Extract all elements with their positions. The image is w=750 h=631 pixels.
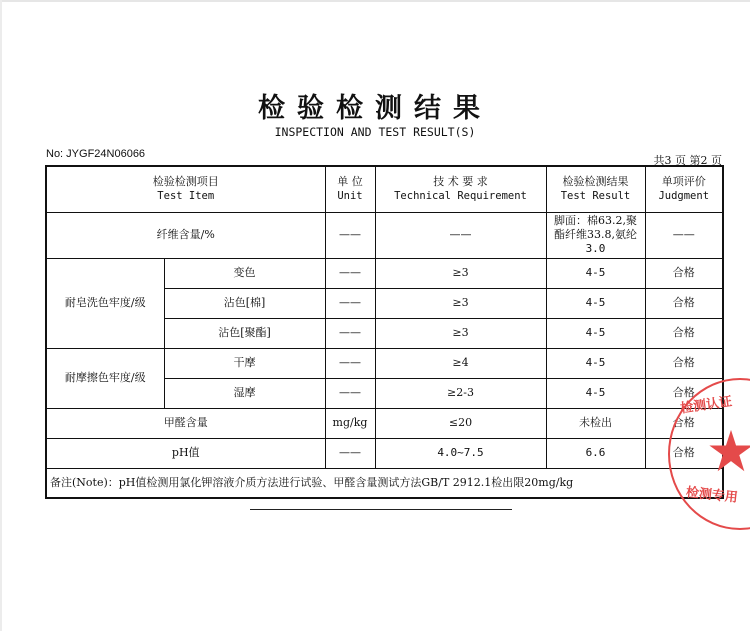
sub-item: 变色 xyxy=(164,258,325,288)
fiber-result xyxy=(546,212,645,258)
judgment-cell: 合格 xyxy=(645,288,723,318)
header-test-item xyxy=(46,166,325,212)
table-row xyxy=(46,258,723,288)
table-row xyxy=(46,408,723,438)
ph-result: 6.6 xyxy=(546,438,645,468)
formaldehyde-judgment: 合格 xyxy=(645,408,723,438)
fiber-result-line: 酯纤维33.8,氨纶 xyxy=(554,228,637,241)
result-cell: 4-5 xyxy=(546,348,645,378)
header-row xyxy=(46,166,723,212)
result-cell: 4-5 xyxy=(546,258,645,288)
inspection-seal-stamp xyxy=(668,378,750,530)
report-title: 检验检测结果 xyxy=(258,93,492,124)
formaldehyde-item: 甲醛含量 xyxy=(46,408,325,438)
fiber-result-line: 3.0 xyxy=(585,242,606,255)
report-subtitle: INSPECTION AND TEST RESULT(S) xyxy=(274,125,476,139)
header-judgment xyxy=(645,166,723,212)
judgment-cell: 合格 xyxy=(645,258,723,288)
requirement-cell: ≥3 xyxy=(375,258,546,288)
ph-requirement: 4.0~7.5 xyxy=(375,438,546,468)
end-line xyxy=(250,509,512,510)
fiber-unit: —— xyxy=(325,212,375,258)
header-test-item-cn: 检验检测项目 xyxy=(152,175,219,189)
table-row xyxy=(46,348,723,378)
note-text: 备注(Note)：pH值检测用氯化钾溶液介质方法进行试验、甲醛含量测试方法GB/T 2912.1检出限20mg/kg xyxy=(46,468,723,498)
requirement-cell: ≥3 xyxy=(375,288,546,318)
sub-item: 干摩 xyxy=(164,348,325,378)
result-cell: 4-5 xyxy=(546,288,645,318)
seal-bottom-text: 检测专用 xyxy=(685,485,739,506)
fiber-item: 纤维含量/% xyxy=(46,212,325,258)
seal-top-text: 检测认证 xyxy=(679,394,734,417)
fiber-requirement: —— xyxy=(375,212,546,258)
header-test-item-en: Test Item xyxy=(157,190,215,203)
formaldehyde-requirement: ≤20 xyxy=(375,408,546,438)
page-top-edge xyxy=(0,0,750,2)
result-cell: 4-5 xyxy=(546,378,645,408)
sub-item: 沾色[棉] xyxy=(164,288,325,318)
requirement-cell: ≥4 xyxy=(375,348,546,378)
table-row xyxy=(46,212,723,258)
fiber-result-line: 脚面：棉63.2,聚 xyxy=(554,214,637,227)
unit-cell: —— xyxy=(325,258,375,288)
fiber-judgment: —— xyxy=(645,212,723,258)
result-cell: 4-5 xyxy=(546,318,645,348)
page-info: 共3 页 第2 页 xyxy=(653,154,722,167)
ph-judgment: 合格 xyxy=(645,438,723,468)
judgment-cell: 合格 xyxy=(645,318,723,348)
unit-cell: —— xyxy=(325,318,375,348)
unit-cell: —— xyxy=(325,348,375,378)
formaldehyde-result: 未检出 xyxy=(546,408,645,438)
header-unit-en: Unit xyxy=(337,190,363,203)
sub-item: 沾色[聚酯] xyxy=(164,318,325,348)
judgment-cell: 合格 xyxy=(645,378,723,408)
header-judgment-en: Judgment xyxy=(658,190,710,203)
header-requirement-cn: 技 术 要 求 xyxy=(433,175,488,189)
judgment-cell: 合格 xyxy=(645,348,723,378)
header-result-en: Test Result xyxy=(560,190,631,203)
ph-unit: —— xyxy=(325,438,375,468)
star-icon xyxy=(708,428,750,474)
unit-cell: —— xyxy=(325,378,375,408)
table-row xyxy=(46,438,723,468)
header-requirement xyxy=(375,166,546,212)
ph-item: pH值 xyxy=(46,438,325,468)
sub-item: 湿摩 xyxy=(164,378,325,408)
header-result xyxy=(546,166,645,212)
header-judgment-cn: 单项评价 xyxy=(661,175,706,189)
report-number: No: JYGF24N06066 xyxy=(46,148,146,160)
requirement-cell: ≥3 xyxy=(375,318,546,348)
formaldehyde-unit: mg/kg xyxy=(325,408,375,438)
soap-group-label: 耐皂洗色牢度/级 xyxy=(46,258,164,348)
rub-group-label: 耐摩擦色牢度/级 xyxy=(46,348,164,408)
header-unit xyxy=(325,166,375,212)
header-requirement-en: Technical Requirement xyxy=(394,190,527,203)
results-table xyxy=(45,165,724,499)
requirement-cell: ≥2-3 xyxy=(375,378,546,408)
unit-cell: —— xyxy=(325,288,375,318)
note-row xyxy=(46,468,723,498)
header-unit-cn: 单 位 xyxy=(337,175,363,189)
header-result-cn: 检验检测结果 xyxy=(562,175,629,189)
